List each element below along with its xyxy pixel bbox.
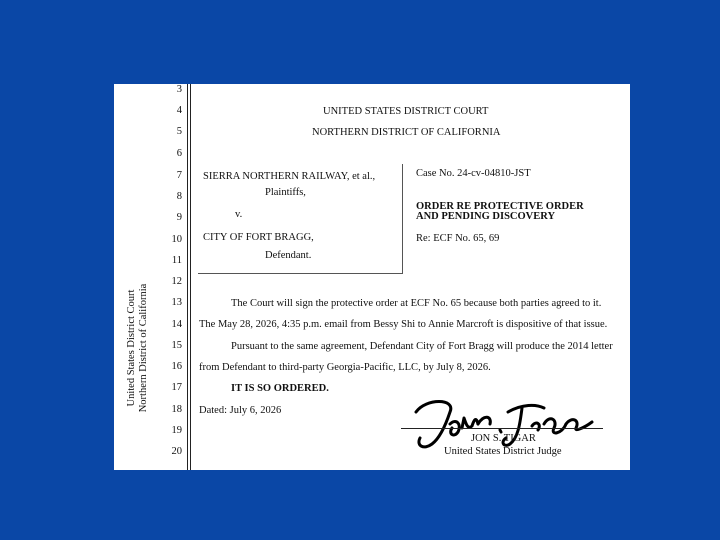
order-title-line1: ORDER RE PROTECTIVE ORDER [416,201,584,212]
line-number: 13 [171,297,182,308]
line-number: 5 [176,126,182,137]
court-side-label [126,284,150,413]
line-number: 10 [171,234,182,245]
line-number: 3 [176,84,182,95]
versus: v. [235,209,243,220]
line-number: 14 [171,319,182,330]
plaintiff-role: Plaintiffs, [265,187,306,198]
line-number: 6 [176,148,182,159]
line-number: 18 [171,404,182,415]
side-label-court: United States District Court [126,289,137,407]
line-number: 15 [171,340,182,351]
ecf-reference: Re: ECF No. 65, 69 [416,233,500,244]
line-number: 8 [176,191,182,202]
plaintiff-name: SIERRA NORTHERN RAILWAY, et al., [203,171,376,182]
line-number: 11 [171,255,182,266]
body-paragraph-2-line1: Pursuant to the same agreement, Defendant City of Fort Bragg will produce the 2014 letter [231,341,613,352]
line-number: 17 [171,382,182,393]
line-number: 9 [176,212,182,223]
defendant-name: CITY OF FORT BRAGG, [203,232,314,243]
so-ordered: IT IS SO ORDERED. [231,383,329,394]
line-number: 12 [171,276,182,287]
case-number: Case No. 24-cv-04810-JST [416,168,531,179]
line-number: 4 [176,105,182,116]
line-number: 7 [176,170,182,181]
date-line: Dated: July 6, 2026 [199,405,282,416]
body-paragraph-2-line2: from Defendant to third-party Georgia-Pacific, LLC, by July 8, 2026. [199,362,491,373]
defendant-role: Defendant. [265,250,312,261]
caption-divider-horizontal [198,273,403,274]
left-margin-rule [187,84,188,470]
court-order-page [114,84,630,470]
left-margin-rule [190,84,191,470]
line-number: 19 [171,425,182,436]
signature-line [401,428,603,429]
body-paragraph-1-line1: The Court will sign the protective order at ECF No. 65 because both parties agreed to it. [231,298,602,309]
district-name: NORTHERN DISTRICT OF CALIFORNIA [312,127,501,138]
line-number: 16 [171,361,182,372]
caption-divider-vertical [402,164,403,274]
judge-title: United States District Judge [444,446,562,457]
judge-name: JON S. TIGAR [471,433,536,444]
order-title-line2: AND PENDING DISCOVERY [416,211,556,222]
court-name: UNITED STATES DISTRICT COURT [323,106,489,117]
line-number: 20 [171,446,182,457]
body-paragraph-1-line2: The May 28, 2026, 4:35 p.m. email from Bessy Shi to Annie Marcroft is dispositive of that issue. [199,319,608,330]
side-label-district: Northern District of California [138,283,149,413]
